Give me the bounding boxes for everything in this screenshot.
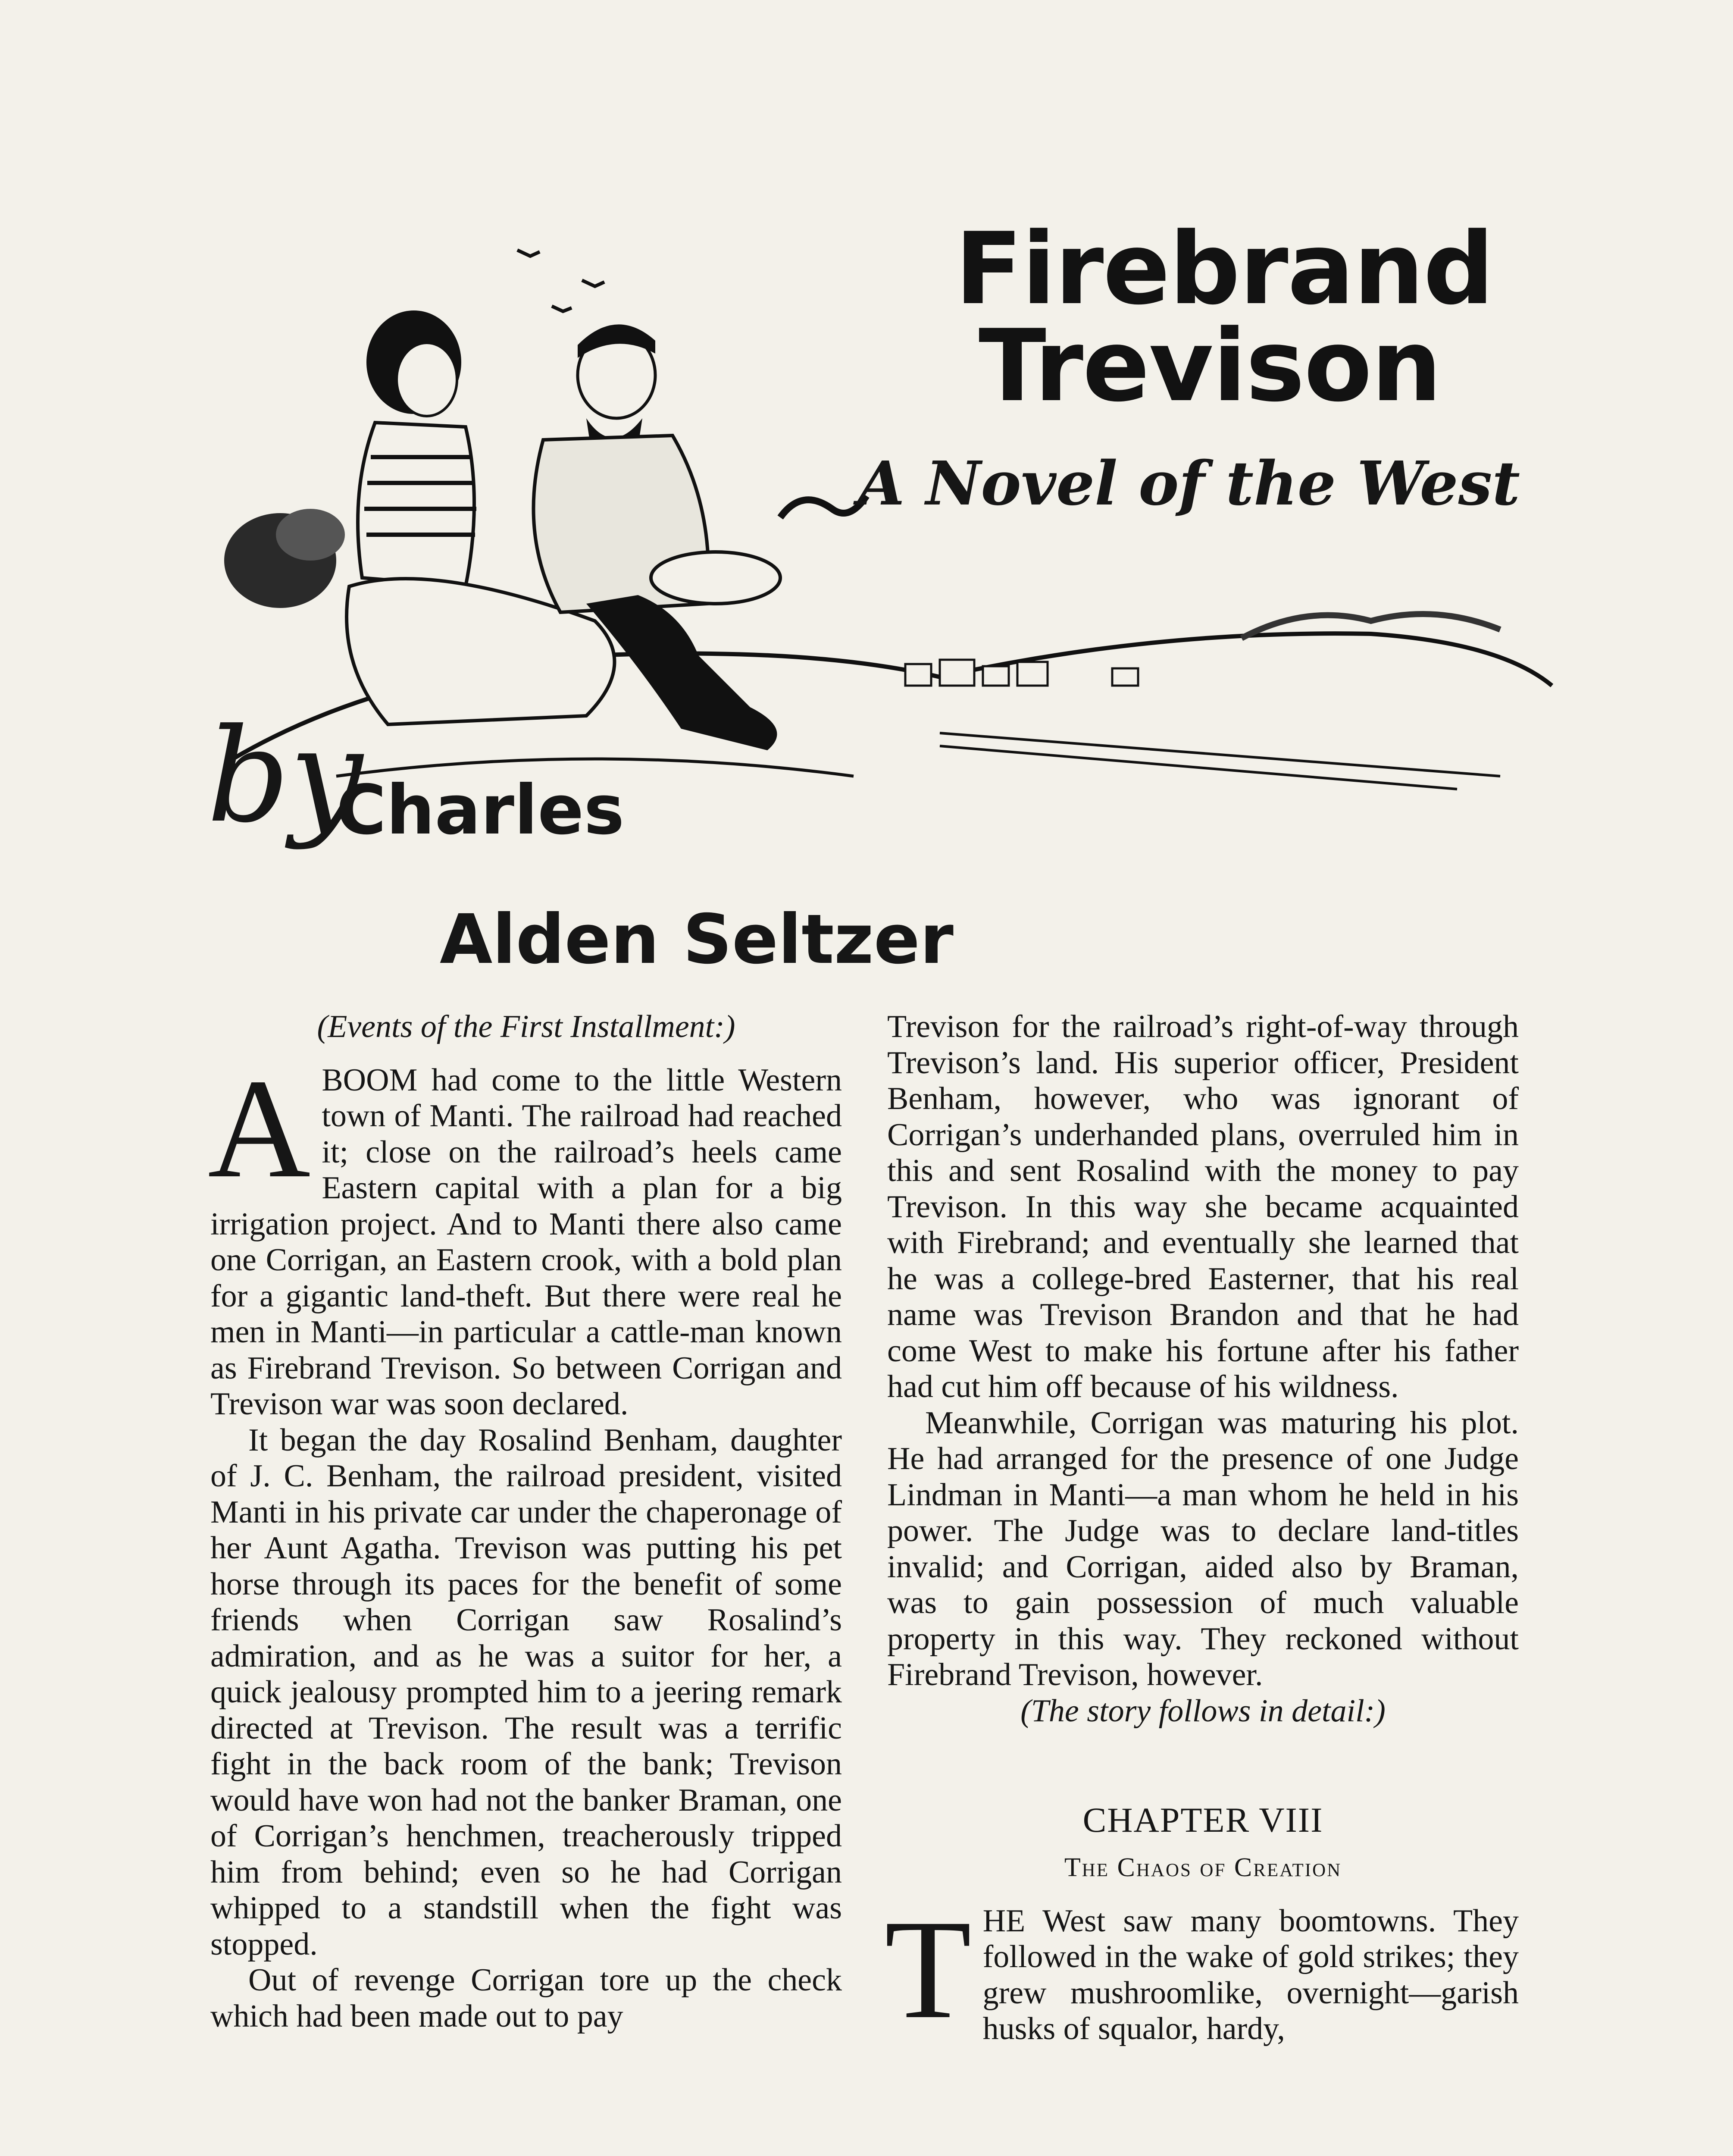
right-column <box>887 1009 1519 2047</box>
right-paragraph-1: Trevison for the railroad’s right-of-way through Trevison’s land. His superior officer, President Benham, however, who was ignorant of Corrigan’s underhanded plans, overruled him in this and sent Rosalind with the money to pay Trevison. In this way she became acquainted with Firebrand; and eventually she learned that he was a college-bred Easterner, that his real name was Trevison Brandon and that he had come West to make his fortune after his father had cut him off because of his wildness. <box>887 1009 1519 1404</box>
title-line-1: Firebrand <box>955 212 1494 327</box>
chapter-number: CHAPTER VIII <box>1082 1800 1323 1839</box>
left-paragraph-2: It began the day Rosalind Benham, daughter of J. C. Benham, the railroad president, visited Manti in his private car under the chaperonage of her Aunt Agatha. Trevison was putting his pet horse through its paces for the benefit of some friends when Corrigan saw Rosalind’s admiration, and as he was a suitor for her, a quick jealousy prompted him to a jeering remark directed at Trevison. The result was a terrific fight in the back room of the bank; Trevison would have won had not the banker Braman, one of Corrigan’s henchmen, treacherously tripped him from behind; even so he had Corrigan whipped to a standstill when the fight was stopped. <box>210 1422 842 1962</box>
left-paragraph-1-text: BOOM had come to the little Western town of Manti. The railroad had reached it; close on the railroad’s heels came Eastern capital with a plan for a big irrigation project. And to Manti there also came one Corrigan, an Eastern crook, with a bold plan for a gigantic land-theft. But there were real he men in Manti—in particular a cattle-man known as Firebrand Trevison. So between Corrigan and Trevison war was soon declared. <box>210 1062 842 1422</box>
dropcap-a: A <box>208 1050 311 1207</box>
right-paragraph-2: Meanwhile, Corrigan was maturing his plot. He had arranged for the presence of one Judge Lindman in Manti—a man whom he held in his power. The Judge was to declare land-titles invalid; and Corrigan, aided also by Braman, was to gain possession of much valuable property in this way. They reckoned without Firebrand Trevison, however. <box>887 1405 1519 1692</box>
left-paragraph-1 <box>208 1050 842 1423</box>
left-column <box>210 1009 842 2034</box>
byline-first: Charles <box>336 771 625 850</box>
dropcap-t: T <box>885 1890 972 2048</box>
illustration-couple-on-hill <box>207 233 1561 851</box>
story-follows: (The story follows in detail:) <box>1020 1693 1386 1729</box>
chapter-title: The Chaos of Creation <box>1064 1853 1342 1882</box>
byline-last: Alden Seltzer <box>440 900 954 979</box>
subtitle: A Novel of the West <box>858 448 1520 519</box>
right-paragraph-3 <box>885 1890 1519 2048</box>
left-paragraph-3: Out of revenge Corrigan tore up the check which had been made out to pay <box>210 1962 842 2034</box>
byline-by: by <box>207 701 363 851</box>
title-line-2: Trevison <box>979 309 1441 424</box>
intro-heading: (Events of the First Installment:) <box>317 1009 735 1044</box>
right-paragraph-3-text: HE West saw many boomtowns. They followed in the wake of gold strikes; they grew mushroomlike, overnight—garish husks of squalor, hardy, <box>982 1903 1519 2046</box>
